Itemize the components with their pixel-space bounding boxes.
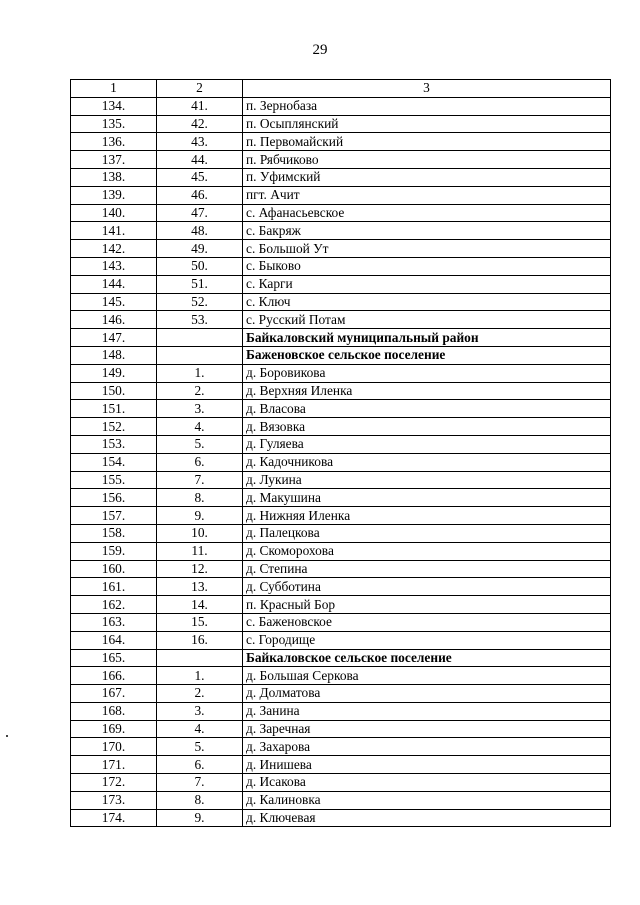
table-row	[71, 435, 611, 453]
row-number-cell: 143.	[71, 257, 157, 275]
sub-number-cell	[157, 329, 243, 347]
settlement-name-cell: с. Бакряж	[243, 222, 611, 240]
row-number-cell: 173.	[71, 791, 157, 809]
sub-number-cell: 51.	[157, 275, 243, 293]
settlement-name-cell: д. Заречная	[243, 720, 611, 738]
table-row	[71, 542, 611, 560]
settlement-name-cell: д. Ключевая	[243, 809, 611, 827]
table-row	[71, 685, 611, 703]
row-number-cell: 144.	[71, 275, 157, 293]
sub-number-cell: 8.	[157, 791, 243, 809]
row-number-cell: 166.	[71, 667, 157, 685]
column-header-1: 1	[71, 80, 157, 98]
sub-number-cell: 46.	[157, 186, 243, 204]
sub-number-cell: 1.	[157, 667, 243, 685]
row-number-cell: 159.	[71, 542, 157, 560]
settlement-name-cell: д. Занина	[243, 702, 611, 720]
settlement-name-cell: с. Большой Ут	[243, 240, 611, 258]
settlement-name-cell: п. Первомайский	[243, 133, 611, 151]
sub-number-cell: 5.	[157, 738, 243, 756]
table-row	[71, 311, 611, 329]
settlement-name-cell: д. Степина	[243, 560, 611, 578]
row-number-cell: 149.	[71, 364, 157, 382]
table-row	[71, 774, 611, 792]
table-row	[71, 240, 611, 258]
row-number-cell: 139.	[71, 186, 157, 204]
settlement-name-cell: п. Уфимский	[243, 168, 611, 186]
table-row	[71, 364, 611, 382]
row-number-cell: 161.	[71, 578, 157, 596]
sub-number-cell: 4.	[157, 720, 243, 738]
settlement-name-cell: д. Власова	[243, 400, 611, 418]
sub-number-cell: 16.	[157, 631, 243, 649]
row-number-cell: 164.	[71, 631, 157, 649]
column-header-2: 2	[157, 80, 243, 98]
table-row	[71, 560, 611, 578]
table-row	[71, 667, 611, 685]
sub-number-cell: 49.	[157, 240, 243, 258]
settlements-table	[70, 79, 611, 827]
table-row	[71, 489, 611, 507]
settlement-name-cell: с. Городище	[243, 631, 611, 649]
row-number-cell: 155.	[71, 471, 157, 489]
settlement-name-cell: д. Лукина	[243, 471, 611, 489]
row-number-cell: 148.	[71, 346, 157, 364]
row-number-cell: 141.	[71, 222, 157, 240]
sub-number-cell: 42.	[157, 115, 243, 133]
settlement-name-cell: д. Кадочникова	[243, 453, 611, 471]
table-row	[71, 186, 611, 204]
table-row	[71, 382, 611, 400]
row-number-cell: 165.	[71, 649, 157, 667]
row-number-cell: 174.	[71, 809, 157, 827]
settlement-name-cell: д. Большая Серкова	[243, 667, 611, 685]
table-row	[71, 720, 611, 738]
row-number-cell: 168.	[71, 702, 157, 720]
settlement-name-cell: п. Зернобаза	[243, 97, 611, 115]
sub-number-cell: 9.	[157, 507, 243, 525]
sub-number-cell: 15.	[157, 613, 243, 631]
table-row	[71, 791, 611, 809]
table-row	[71, 596, 611, 614]
sub-number-cell: 13.	[157, 578, 243, 596]
table-row	[71, 418, 611, 436]
page-number: 29	[312, 42, 328, 58]
row-number-cell: 156.	[71, 489, 157, 507]
settlement-name-cell: д. Исакова	[243, 774, 611, 792]
row-number-cell: 152.	[71, 418, 157, 436]
settlement-name-cell: д. Инишева	[243, 756, 611, 774]
table-row	[71, 115, 611, 133]
table-row	[71, 613, 611, 631]
settlement-name-cell: д. Калиновка	[243, 791, 611, 809]
settlement-name-cell: д. Гуляева	[243, 435, 611, 453]
table-row	[71, 471, 611, 489]
sub-number-cell: 11.	[157, 542, 243, 560]
row-number-cell: 150.	[71, 382, 157, 400]
row-number-cell: 135.	[71, 115, 157, 133]
table-row	[71, 275, 611, 293]
settlement-name-cell: п. Красный Бор	[243, 596, 611, 614]
row-number-cell: 147.	[71, 329, 157, 347]
settlement-name-cell: д. Палецкова	[243, 524, 611, 542]
settlement-name-cell: д. Захарова	[243, 738, 611, 756]
settlement-name-cell: Байкаловский муниципальный район	[243, 329, 611, 347]
row-number-cell: 167.	[71, 685, 157, 703]
settlement-name-cell: д. Вязовка	[243, 418, 611, 436]
table-row	[71, 809, 611, 827]
settlement-name-cell: д. Верхняя Иленка	[243, 382, 611, 400]
settlement-name-cell: д. Боровикова	[243, 364, 611, 382]
sub-number-cell: 47.	[157, 204, 243, 222]
row-number-cell: 142.	[71, 240, 157, 258]
settlement-name-cell: с. Баженовское	[243, 613, 611, 631]
settlement-name-cell: с. Русский Потам	[243, 311, 611, 329]
sub-number-cell: 45.	[157, 168, 243, 186]
settlement-name-cell: д. Долматова	[243, 685, 611, 703]
sub-number-cell: 3.	[157, 702, 243, 720]
row-number-cell: 158.	[71, 524, 157, 542]
settlement-name-cell: д. Нижняя Иленка	[243, 507, 611, 525]
sub-number-cell: 5.	[157, 435, 243, 453]
column-header-3: 3	[243, 80, 611, 98]
settlement-name-cell: д. Макушина	[243, 489, 611, 507]
table-row	[71, 222, 611, 240]
sub-number-cell	[157, 346, 243, 364]
settlement-name-cell: с. Афанасьевское	[243, 204, 611, 222]
sub-number-cell: 7.	[157, 471, 243, 489]
sub-number-cell: 41.	[157, 97, 243, 115]
row-number-cell: 160.	[71, 560, 157, 578]
row-number-cell: 146.	[71, 311, 157, 329]
sub-number-cell: 9.	[157, 809, 243, 827]
sub-number-cell: 14.	[157, 596, 243, 614]
table-row	[71, 702, 611, 720]
settlement-name-cell: пгт. Ачит	[243, 186, 611, 204]
row-number-cell: 154.	[71, 453, 157, 471]
sub-number-cell: 12.	[157, 560, 243, 578]
settlement-name-cell: д. Скоморохова	[243, 542, 611, 560]
row-number-cell: 169.	[71, 720, 157, 738]
row-number-cell: 151.	[71, 400, 157, 418]
row-number-cell: 140.	[71, 204, 157, 222]
sub-number-cell: 2.	[157, 685, 243, 703]
row-number-cell: 162.	[71, 596, 157, 614]
row-number-cell: 134.	[71, 97, 157, 115]
table-row	[71, 507, 611, 525]
table-row	[71, 578, 611, 596]
sub-number-cell: 7.	[157, 774, 243, 792]
sub-number-cell: 6.	[157, 453, 243, 471]
section-row	[71, 649, 611, 667]
sub-number-cell: 2.	[157, 382, 243, 400]
row-number-cell: 138.	[71, 168, 157, 186]
section-row	[71, 329, 611, 347]
settlement-name-cell: Баженовское сельское поселение	[243, 346, 611, 364]
margin-speck	[6, 735, 8, 737]
sub-number-cell: 10.	[157, 524, 243, 542]
row-number-cell: 153.	[71, 435, 157, 453]
settlement-name-cell: п. Рябчиково	[243, 151, 611, 169]
sub-number-cell: 6.	[157, 756, 243, 774]
table-row	[71, 400, 611, 418]
table-row	[71, 738, 611, 756]
row-number-cell: 157.	[71, 507, 157, 525]
settlement-name-cell: п. Осыплянский	[243, 115, 611, 133]
section-row	[71, 346, 611, 364]
sub-number-cell: 8.	[157, 489, 243, 507]
table-row	[71, 168, 611, 186]
table-row	[71, 293, 611, 311]
sub-number-cell: 1.	[157, 364, 243, 382]
row-number-cell: 136.	[71, 133, 157, 151]
table-row	[71, 257, 611, 275]
row-number-cell: 145.	[71, 293, 157, 311]
row-number-cell: 172.	[71, 774, 157, 792]
sub-number-cell: 53.	[157, 311, 243, 329]
sub-number-cell	[157, 649, 243, 667]
row-number-cell: 163.	[71, 613, 157, 631]
row-number-cell: 171.	[71, 756, 157, 774]
sub-number-cell: 44.	[157, 151, 243, 169]
sub-number-cell: 52.	[157, 293, 243, 311]
table-row	[71, 524, 611, 542]
sub-number-cell: 50.	[157, 257, 243, 275]
settlement-name-cell: с. Карги	[243, 275, 611, 293]
row-number-cell: 137.	[71, 151, 157, 169]
settlement-name-cell: с. Ключ	[243, 293, 611, 311]
sub-number-cell: 4.	[157, 418, 243, 436]
table-row	[71, 204, 611, 222]
table-row	[71, 97, 611, 115]
table-row	[71, 453, 611, 471]
table-row	[71, 151, 611, 169]
sub-number-cell: 3.	[157, 400, 243, 418]
settlement-name-cell: с. Быково	[243, 257, 611, 275]
table-body	[71, 80, 611, 827]
settlement-name-cell: Байкаловское сельское поселение	[243, 649, 611, 667]
table-row	[71, 631, 611, 649]
table-row	[71, 756, 611, 774]
sub-number-cell: 48.	[157, 222, 243, 240]
table-header-row	[71, 80, 611, 98]
table-row	[71, 133, 611, 151]
sub-number-cell: 43.	[157, 133, 243, 151]
row-number-cell: 170.	[71, 738, 157, 756]
settlement-name-cell: д. Субботина	[243, 578, 611, 596]
